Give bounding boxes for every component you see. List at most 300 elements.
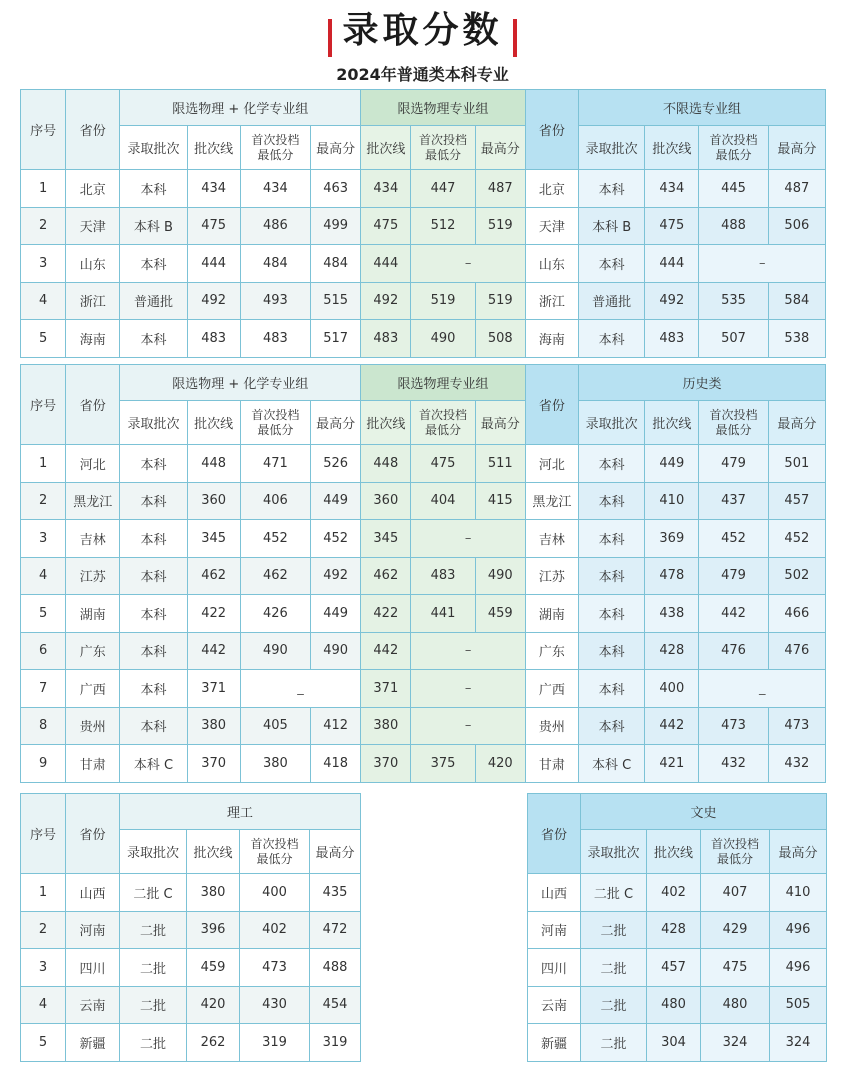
cell-batch-c: 本科 C (579, 745, 645, 783)
cell-min-b: – (411, 707, 525, 745)
cell-batch: 二批 C (581, 874, 647, 912)
cell-line-b: 422 (361, 595, 411, 633)
cell-province-c: 甘肃 (525, 745, 578, 783)
cell-line-b: 380 (361, 707, 411, 745)
cell-min-c: 452 (699, 520, 768, 558)
cell-max-c: 538 (768, 320, 825, 358)
cell-province: 河北 (66, 445, 120, 483)
cell-province: 天津 (66, 207, 120, 245)
score-table-1 (20, 89, 826, 358)
table-row (21, 670, 826, 708)
table-row (21, 707, 826, 745)
header-seq: 序号 (21, 794, 66, 874)
header-batch-c: 录取批次 (579, 126, 645, 170)
score-table-4 (527, 793, 827, 1062)
cell-batch: 二批 (581, 986, 647, 1024)
group-header-science: 理工 (120, 794, 361, 830)
group-header-b: 限选物理专业组 (361, 90, 526, 126)
header-max: 最高分 (311, 126, 361, 170)
cell-line: 444 (187, 245, 240, 283)
header-max-c: 最高分 (768, 126, 825, 170)
cell-batch: 二批 (581, 949, 647, 987)
cell-max: 449 (311, 482, 361, 520)
cell-seq: 3 (21, 949, 66, 987)
cell-min-c: 507 (699, 320, 768, 358)
cell-max: 496 (770, 911, 827, 949)
cell-min-b: – (411, 670, 525, 708)
cell-province-c: 吉林 (525, 520, 578, 558)
header-batch: 录取批次 (581, 830, 647, 874)
cell-batch: 本科 (120, 170, 187, 208)
cell-province: 云南 (528, 986, 581, 1024)
cell-seq: 3 (21, 520, 66, 558)
cell-line: 422 (187, 595, 240, 633)
cell-line-b: 360 (361, 482, 411, 520)
header-min-l2: 最低分 (715, 147, 752, 162)
cell-line: 459 (187, 949, 240, 987)
cell-seq: 4 (21, 282, 66, 320)
cell-min-b: 490 (411, 320, 475, 358)
cell-max-b: 519 (475, 282, 525, 320)
cell-batch-c: 本科 (579, 707, 645, 745)
cell-min-b: – (411, 520, 525, 558)
cell-min: 430 (240, 986, 310, 1024)
cell-batch: 本科 (120, 557, 187, 595)
cell-seq: 7 (21, 670, 66, 708)
header-min-l1: 首次投档 (419, 407, 468, 422)
cell-seq: 9 (21, 745, 66, 783)
header-line-b: 批次线 (361, 126, 411, 170)
cell-province-c: 黑龙江 (525, 482, 578, 520)
cell-batch-c: 本科 (579, 520, 645, 558)
cell-province: 湖南 (66, 595, 120, 633)
cell-line: 462 (187, 557, 240, 595)
table-row (21, 911, 361, 949)
cell-max: 435 (310, 874, 361, 912)
cell-max: 505 (770, 986, 827, 1024)
cell-max-b: 519 (475, 207, 525, 245)
cell-line-b: 434 (361, 170, 411, 208)
cell-min-c: 488 (699, 207, 768, 245)
cell-max-b: 415 (475, 482, 525, 520)
cell-seq: 1 (21, 445, 66, 483)
cell-batch: 二批 C (120, 874, 187, 912)
cell-province: 海南 (66, 320, 120, 358)
cell-seq: 3 (21, 245, 66, 283)
group-header-c: 历史类 (579, 365, 826, 401)
cell-max-b: 487 (475, 170, 525, 208)
table-row (21, 207, 826, 245)
cell-province: 吉林 (66, 520, 120, 558)
cell-province-c: 天津 (525, 207, 578, 245)
cell-province-c: 湖南 (525, 595, 578, 633)
cell-min-b: 447 (411, 170, 475, 208)
cell-seq: 5 (21, 1024, 66, 1062)
cell-min: 407 (701, 874, 770, 912)
cell-min-c: 479 (699, 557, 768, 595)
header-min-l1: 首次投档 (251, 132, 300, 147)
cell-min: _ (240, 670, 360, 708)
header-province: 省份 (66, 90, 120, 170)
cell-min-b: – (411, 245, 525, 283)
header-min-l2: 最低分 (257, 147, 294, 162)
header-max: 最高分 (311, 401, 361, 445)
cell-max: 449 (311, 595, 361, 633)
cell-min-b: 475 (411, 445, 475, 483)
table-row (21, 482, 826, 520)
header-max-c: 最高分 (768, 401, 825, 445)
table-row (528, 1024, 827, 1062)
cell-line-c: 483 (645, 320, 699, 358)
cell-min-b: 375 (411, 745, 475, 783)
table-row (21, 632, 826, 670)
cell-province: 山东 (66, 245, 120, 283)
cell-max: 319 (310, 1024, 361, 1062)
cell-line-c: 442 (645, 707, 699, 745)
header-line: 批次线 (647, 830, 701, 874)
cell-min-c: 479 (699, 445, 768, 483)
cell-province: 浙江 (66, 282, 120, 320)
table-row (21, 170, 826, 208)
cell-line-c: 434 (645, 170, 699, 208)
title-accent-bar-right (513, 19, 517, 57)
cell-province: 甘肃 (66, 745, 120, 783)
header-min (240, 126, 310, 170)
group-header-b: 限选物理专业组 (361, 365, 526, 401)
header-province-c: 省份 (525, 365, 578, 445)
cell-min: 429 (701, 911, 770, 949)
cell-province: 河南 (528, 911, 581, 949)
cell-province: 广东 (66, 632, 120, 670)
cell-line-b: 492 (361, 282, 411, 320)
cell-batch: 本科 (120, 482, 187, 520)
cell-province: 黑龙江 (66, 482, 120, 520)
header-line: 批次线 (187, 126, 240, 170)
cell-min-c: 476 (699, 632, 768, 670)
cell-max-c: 457 (768, 482, 825, 520)
cell-min-c: 535 (699, 282, 768, 320)
cell-max: 499 (311, 207, 361, 245)
cell-max: 418 (311, 745, 361, 783)
cell-seq: 5 (21, 595, 66, 633)
cell-province: 北京 (66, 170, 120, 208)
cell-seq: 2 (21, 482, 66, 520)
cell-max: 517 (311, 320, 361, 358)
cell-line: 442 (187, 632, 240, 670)
header-min-l2: 最低分 (425, 147, 462, 162)
cell-line-b: 370 (361, 745, 411, 783)
cell-max-b: 511 (475, 445, 525, 483)
cell-min: 452 (240, 520, 310, 558)
header-province: 省份 (66, 794, 120, 874)
header-max: 最高分 (310, 830, 361, 874)
header-seq: 序号 (21, 365, 66, 445)
cell-line-c: 449 (645, 445, 699, 483)
cell-min: 406 (240, 482, 310, 520)
cell-line: 371 (187, 670, 240, 708)
header-min-l2: 最低分 (715, 422, 752, 437)
cell-max: 515 (311, 282, 361, 320)
header-max: 最高分 (770, 830, 827, 874)
cell-seq: 4 (21, 557, 66, 595)
header-batch: 录取批次 (120, 830, 187, 874)
cell-prov: 山西 (66, 874, 120, 912)
cell-batch-c: 普通批 (579, 282, 645, 320)
cell-max-c: 584 (768, 282, 825, 320)
cell-seq: 8 (21, 707, 66, 745)
cell-line: 380 (187, 874, 240, 912)
cell-province-c: 广西 (525, 670, 578, 708)
cell-seq: 5 (21, 320, 66, 358)
header-max-b: 最高分 (475, 401, 525, 445)
cell-batch: 二批 (581, 911, 647, 949)
cell-province-c: 山东 (525, 245, 578, 283)
page-subtitle: 2024年普通类本科专业 (336, 65, 509, 84)
header-line-b: 批次线 (361, 401, 411, 445)
cell-min-b: – (411, 632, 525, 670)
cell-max-c: 502 (768, 557, 825, 595)
header-min-l1: 首次投档 (250, 836, 299, 851)
cell-line-b: 475 (361, 207, 411, 245)
header-line: 批次线 (187, 401, 240, 445)
cell-batch-c: 本科 (579, 170, 645, 208)
cell-max-c: 432 (768, 745, 825, 783)
header-min-l2: 最低分 (716, 851, 753, 866)
table-row (21, 1024, 361, 1062)
cell-min: 473 (240, 949, 310, 987)
table-row (528, 949, 827, 987)
header-province: 省份 (66, 365, 120, 445)
cell-min: 324 (701, 1024, 770, 1062)
cell-max-c: 487 (768, 170, 825, 208)
table-row (21, 949, 361, 987)
cell-province-c: 浙江 (525, 282, 578, 320)
cell-seq: 4 (21, 986, 66, 1024)
cell-seq: 1 (21, 874, 66, 912)
header-province: 省份 (528, 794, 581, 874)
cell-min: 319 (240, 1024, 310, 1062)
header-line: 批次线 (187, 830, 240, 874)
cell-max: 452 (311, 520, 361, 558)
cell-line-c: 400 (645, 670, 699, 708)
cell-min-c: 432 (699, 745, 768, 783)
cell-batch-c: 本科 (579, 245, 645, 283)
header-min-l2: 最低分 (257, 422, 294, 437)
cell-batch: 二批 (120, 986, 187, 1024)
cell-line: 380 (187, 707, 240, 745)
cell-line: 262 (187, 1024, 240, 1062)
table-row (21, 320, 826, 358)
header-max-b: 最高分 (475, 126, 525, 170)
header-province-c: 省份 (525, 90, 578, 170)
cell-max: 490 (311, 632, 361, 670)
cell-max: 526 (311, 445, 361, 483)
table-row (21, 874, 361, 912)
header-min-l2: 最低分 (425, 422, 462, 437)
table-row (528, 986, 827, 1024)
cell-min-b: 441 (411, 595, 475, 633)
table-row (21, 282, 826, 320)
group-header-liberal-arts: 文史 (581, 794, 827, 830)
cell-max-c: 506 (768, 207, 825, 245)
cell-max: 472 (310, 911, 361, 949)
score-table-2 (20, 364, 826, 783)
header-seq: 序号 (21, 90, 66, 170)
cell-batch: 本科 B (120, 207, 187, 245)
cell-max: 488 (310, 949, 361, 987)
cell-line-c: 438 (645, 595, 699, 633)
table-row (21, 245, 826, 283)
group-header-a: 限选物理 + 化学专业组 (120, 90, 361, 126)
cell-min: 462 (240, 557, 310, 595)
cell-line: 480 (647, 986, 701, 1024)
cell-min-b: 519 (411, 282, 475, 320)
cell-max: 412 (311, 707, 361, 745)
cell-province: 江苏 (66, 557, 120, 595)
cell-seq: 1 (21, 170, 66, 208)
cell-line-c: 369 (645, 520, 699, 558)
header-min-b (411, 126, 475, 170)
cell-max-b: 508 (475, 320, 525, 358)
cell-province-c: 贵州 (525, 707, 578, 745)
cell-min: 486 (240, 207, 310, 245)
cell-line: 448 (187, 445, 240, 483)
cell-province: 新疆 (528, 1024, 581, 1062)
cell-min-c: _ (699, 670, 826, 708)
cell-min: 434 (240, 170, 310, 208)
cell-max: 410 (770, 874, 827, 912)
title-accent-bar-left (328, 19, 332, 57)
header-min-c (699, 401, 768, 445)
table-row (21, 745, 826, 783)
cell-line: 304 (647, 1024, 701, 1062)
header-batch: 录取批次 (120, 126, 187, 170)
cell-max: 454 (310, 986, 361, 1024)
cell-min: 402 (240, 911, 310, 949)
cell-line-b: 448 (361, 445, 411, 483)
cell-min: 493 (240, 282, 310, 320)
header-min (701, 830, 770, 874)
header-min-b (411, 401, 475, 445)
cell-min-b: 404 (411, 482, 475, 520)
cell-province: 广西 (66, 670, 120, 708)
cell-batch: 本科 (120, 707, 187, 745)
cell-batch-c: 本科 (579, 557, 645, 595)
cell-batch-c: 本科 (579, 670, 645, 708)
cell-line-c: 421 (645, 745, 699, 783)
cell-prov: 河南 (66, 911, 120, 949)
cell-batch: 本科 (120, 445, 187, 483)
cell-max: 463 (311, 170, 361, 208)
page-title (0, 8, 845, 57)
cell-province: 贵州 (66, 707, 120, 745)
cell-line: 475 (187, 207, 240, 245)
cell-max-c: 466 (768, 595, 825, 633)
cell-min: 480 (701, 986, 770, 1024)
cell-line-b: 442 (361, 632, 411, 670)
cell-line: 457 (647, 949, 701, 987)
cell-province-c: 河北 (525, 445, 578, 483)
cell-line: 370 (187, 745, 240, 783)
header-min-l2: 最低分 (256, 851, 293, 866)
cell-seq: 2 (21, 207, 66, 245)
cell-prov: 云南 (66, 986, 120, 1024)
cell-batch-c: 本科 (579, 595, 645, 633)
cell-line-c: 444 (645, 245, 699, 283)
cell-min-c: 437 (699, 482, 768, 520)
cell-min: 483 (240, 320, 310, 358)
cell-line-c: 475 (645, 207, 699, 245)
cell-max-b: 490 (475, 557, 525, 595)
cell-line-b: 462 (361, 557, 411, 595)
cell-batch: 本科 (120, 320, 187, 358)
cell-line: 402 (647, 874, 701, 912)
table-row (21, 445, 826, 483)
cell-batch-c: 本科 (579, 482, 645, 520)
cell-province: 山西 (528, 874, 581, 912)
cell-province-c: 北京 (525, 170, 578, 208)
cell-min: 405 (240, 707, 310, 745)
cell-batch: 本科 (120, 245, 187, 283)
header-min-l1: 首次投档 (710, 836, 759, 851)
cell-min-c: 445 (699, 170, 768, 208)
cell-line: 396 (187, 911, 240, 949)
cell-max-c: 501 (768, 445, 825, 483)
header-min-l1: 首次投档 (419, 132, 468, 147)
cell-prov: 新疆 (66, 1024, 120, 1062)
cell-batch: 本科 C (120, 745, 187, 783)
cell-max: 484 (311, 245, 361, 283)
cell-min-b: 483 (411, 557, 475, 595)
cell-batch: 二批 (581, 1024, 647, 1062)
group-header-c: 不限选专业组 (579, 90, 826, 126)
header-min-c (699, 126, 768, 170)
header-batch-c: 录取批次 (579, 401, 645, 445)
cell-max-c: 452 (768, 520, 825, 558)
cell-line-c: 428 (645, 632, 699, 670)
cell-line: 428 (647, 911, 701, 949)
cell-batch: 二批 (120, 911, 187, 949)
cell-prov: 四川 (66, 949, 120, 987)
cell-line: 345 (187, 520, 240, 558)
table-row (21, 520, 826, 558)
cell-batch: 二批 (120, 949, 187, 987)
cell-min: 475 (701, 949, 770, 987)
cell-province-c: 海南 (525, 320, 578, 358)
cell-min-c: 442 (699, 595, 768, 633)
cell-min: 400 (240, 874, 310, 912)
cell-max-b: 459 (475, 595, 525, 633)
table-row (528, 874, 827, 912)
cell-min: 484 (240, 245, 310, 283)
cell-min-b: 512 (411, 207, 475, 245)
cell-max-c: 473 (768, 707, 825, 745)
cell-line-c: 410 (645, 482, 699, 520)
cell-batch: 本科 (120, 520, 187, 558)
cell-line: 483 (187, 320, 240, 358)
cell-batch-c: 本科 B (579, 207, 645, 245)
header-min (240, 401, 310, 445)
cell-max: 496 (770, 949, 827, 987)
header-min-l1: 首次投档 (709, 407, 758, 422)
cell-batch-c: 本科 (579, 445, 645, 483)
page-title-text: 录取分数 (342, 9, 503, 51)
cell-max-b: 420 (475, 745, 525, 783)
cell-batch-c: 本科 (579, 320, 645, 358)
cell-batch: 本科 (120, 595, 187, 633)
cell-seq: 2 (21, 911, 66, 949)
cell-province-c: 江苏 (525, 557, 578, 595)
